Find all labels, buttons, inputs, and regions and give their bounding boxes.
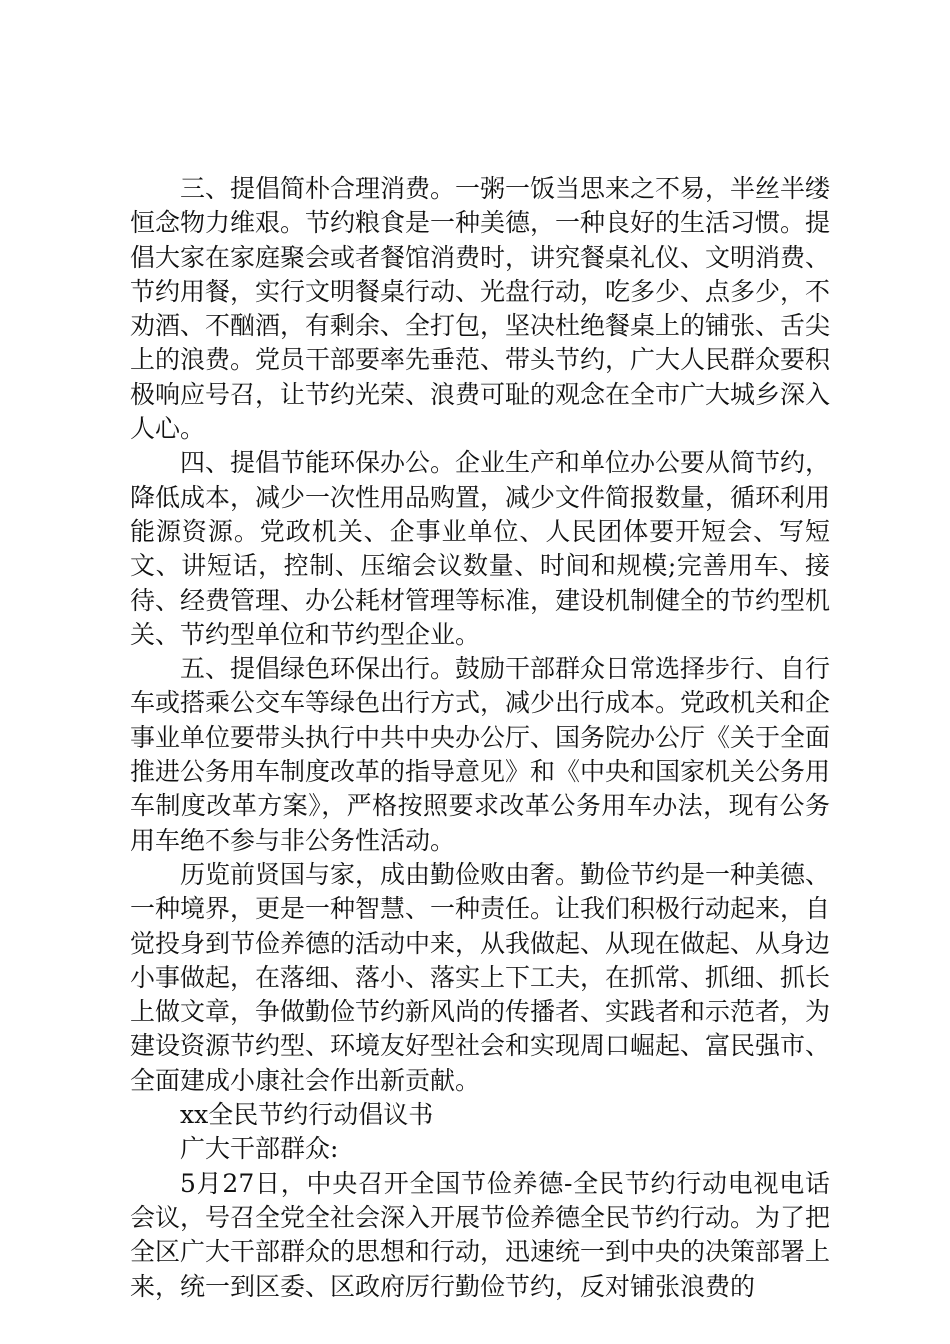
proposal-title: xx全民节约行动倡议书 <box>180 1100 434 1130</box>
paragraph-intro: 5月27日，中央召开全国节俭养德-全民节约行动电视电话会议，号召全党全社会深入开展节俭养德全民节约行动。为了把全区广大干部群众的思想和行动，迅速统一到中央的决策部署上来，统一到区委、区政府厉行勤俭节约，反对铺张浪费的 <box>130 1168 831 1301</box>
paragraph-closing-call: 历览前贤国与家，成由勤俭败由奢。勤俭节约是一种美德、一种境界，更是一种智慧、一种责任。让我们积极行动起来，自觉投身到节俭养德的活动中来，从我做起、从现在做起、从身边小事做起，在落细、落小、落实上下工夫，在抓常、抓细、抓长上做文章，争做勤俭节约新风尚的传播者、实践者和示范者，为建设资源节约型、环境友好型社会和实现周口崛起、富民强市、全面建成小康社会作出新贡献。 <box>130 859 831 1095</box>
paragraph-saving-consumption: 三、提倡简朴合理消费。一粥一饭当思来之不易，半丝半缕恒念物力维艰。节约粮食是一种美德，一种良好的生活习惯。提倡大家在家庭聚会或者餐馆消费时，讲究餐桌礼仪、文明消费、节约用餐，实行文明餐桌行动、光盘行动，吃多少、点多少，不劝酒、不酗酒，有剩余、全打包，坚决杜绝餐桌上的铺张、舌尖上的浪费。党员干部要率先垂范、带头节约，广大人民群众要积极响应号召，让节约光荣、浪费可耻的观念在全市广大城乡深入人心。 <box>130 174 831 444</box>
salutation: 广大干部群众: <box>180 1134 339 1164</box>
paragraph-green-travel: 五、提倡绿色环保出行。鼓励干部群众日常选择步行、自行车或搭乘公交车等绿色出行方式，减少出行成本。党政机关和企事业单位要带头执行中共中央办公厅、国务院办公厅《关于全面推进公务用车制度改革的指导意见》和《中央和国家机关公务用车制度改革方案》，严格按照要求改革公务用车办法，现有公务用车绝不参与非公务性活动。 <box>130 654 831 855</box>
paragraph-green-office: 四、提倡节能环保办公。企业生产和单位办公要从简节约，降低成本，减少一次性用品购置，减少文件简报数量，循环利用能源资源。党政机关、企事业单位、人民团体要开短会、写短文、讲短话，控制、压缩会议数量、时间和规模;完善用车、接待、经费管理、办公耗材管理等标准，建设机制健全的节约型机关、节约型单位和节约型企业。 <box>130 448 831 649</box>
document-body <box>130 172 830 1304</box>
